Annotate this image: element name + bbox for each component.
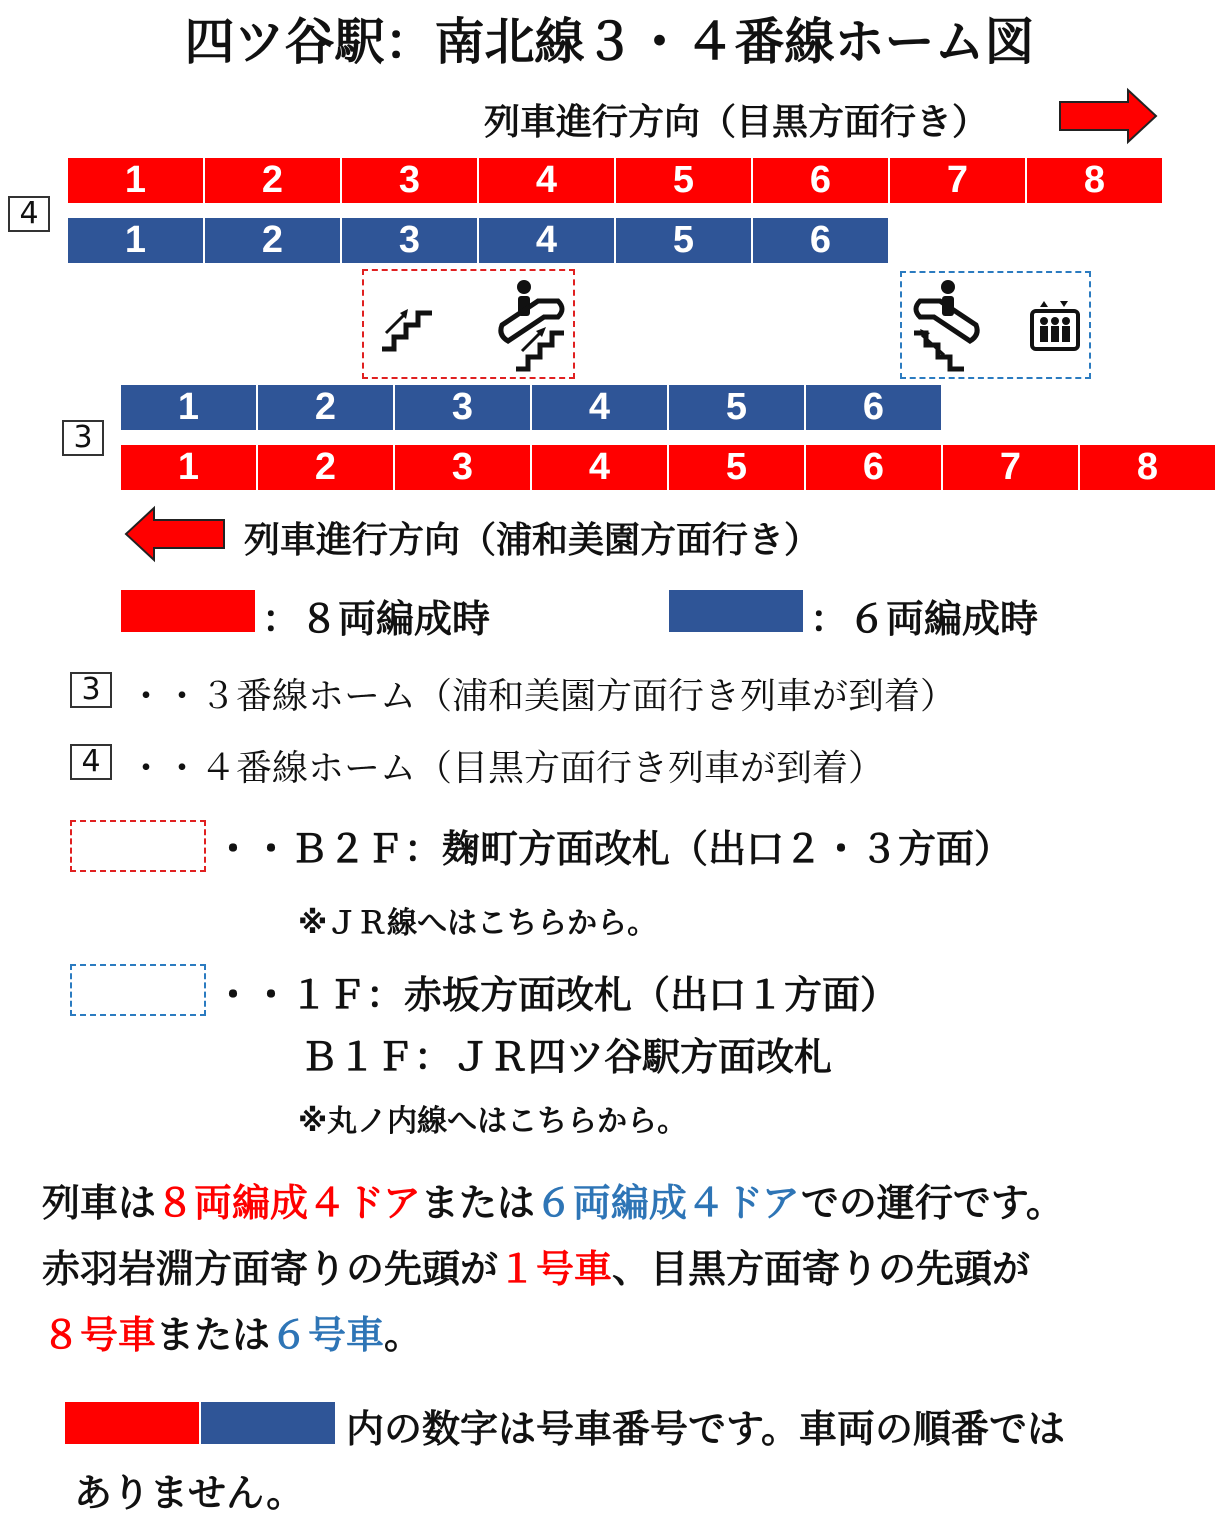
info-text: での運行です。 [800,1181,1064,1225]
stairs-up-icon [378,299,436,353]
platform-3-note-label: 3 [70,672,112,708]
car-5: 5 [616,218,751,263]
info-highlight-red: １号車 [498,1247,613,1291]
info-line-2 [42,1238,1030,1293]
car-6: 6 [806,385,941,430]
direction-label-top: 列車進行方向（目黒方面行き） [484,102,989,143]
arrow-right-icon [1058,88,1158,144]
info-line-3 [42,1304,422,1359]
info-line-1 [42,1172,1064,1227]
car-3: 3 [395,445,530,490]
info-text: または [420,1181,535,1225]
car-3: 3 [342,218,477,263]
car-2: 2 [258,385,393,430]
exit-note-jr-yotsuya: Ｂ１Ｆ：ＪＲ四ツ谷駅方面改札 [300,1035,833,1079]
platform-4-note-label: 4 [70,744,112,780]
platform-4-note: ・・４番線ホーム（目黒方面行き列車が到着） [128,748,885,789]
platform-4-label: 4 [8,196,50,232]
legend-label-red: ：８両編成時 [262,597,491,641]
info-text: 赤羽岩淵方面寄りの先頭が [42,1247,499,1291]
car-2: 2 [205,158,340,203]
legend-label-blue: ：６両編成時 [810,597,1039,641]
platform-3-label: 3 [62,420,104,456]
info-highlight-blue: ６号車 [270,1313,385,1357]
car-1: 1 [68,158,203,203]
car-6: 6 [753,158,888,203]
1f-b1f-akasaka-facility-box [900,271,1091,379]
car-2: 2 [258,445,393,490]
footer-note-line-2: ありません。 [74,1471,305,1515]
car-7: 7 [890,158,1025,203]
car-5: 5 [669,445,804,490]
legend-dashed-blue [70,964,206,1016]
car-5: 5 [616,158,751,203]
car-6: 6 [806,445,941,490]
elevator-icon [1030,299,1080,351]
platform-3-red-train [121,445,1217,490]
page-title: 四ツ谷駅：南北線３・４番線ホーム図 [184,13,1035,71]
car-4: 4 [479,218,614,263]
footer-swatch-red [65,1402,199,1444]
escalator-up-icon-2 [908,279,980,371]
exit-note-akasaka: ・・１Ｆ：赤坂方面改札（出口１方面） [214,973,899,1017]
car-2: 2 [205,218,340,263]
car-5: 5 [669,385,804,430]
platform-3-note: ・・３番線ホーム（浦和美園方面行き列車が到着） [128,676,957,717]
platform-4-blue-train [68,218,890,263]
car-4: 4 [479,158,614,203]
info-highlight-blue: ６両編成４ドア [534,1181,801,1225]
car-1: 1 [121,385,256,430]
legend-dashed-red [70,820,206,872]
footer-swatch-blue [201,1402,335,1444]
info-highlight-red: ８両編成４ドア [156,1181,421,1225]
exit-note-kojimachi: ・・Ｂ２Ｆ：麹町方面改札（出口２・３方面） [214,827,1013,871]
info-text: または [156,1313,271,1357]
car-4: 4 [532,385,667,430]
arrow-left-icon [124,506,228,562]
car-8: 8 [1080,445,1215,490]
escalator-up-icon [498,279,570,371]
platform-3-blue-train [121,385,943,430]
car-1: 1 [68,218,203,263]
exit-note-kojimachi-sub: ※ＪＲ線へはこちらから。 [298,906,658,941]
car-1: 1 [121,445,256,490]
platform-4-red-train [68,158,1164,203]
direction-label-bottom: 列車進行方向（浦和美園方面行き） [244,520,821,561]
info-text: 、目黒方面寄りの先頭が [612,1247,1031,1291]
car-3: 3 [342,158,477,203]
exit-note-akasaka-sub: ※丸ノ内線へはこちらから。 [298,1104,688,1139]
car-3: 3 [395,385,530,430]
legend-swatch-blue [669,590,803,632]
b2f-kojimachi-facility-box [362,269,575,379]
car-6: 6 [753,218,888,263]
footer-note-line-1: 内の数字は号車番号です。車両の順番では [346,1407,1065,1451]
legend-swatch-red [121,590,255,632]
info-text: 列車は [42,1181,157,1225]
car-4: 4 [532,445,667,490]
car-8: 8 [1027,158,1162,203]
car-7: 7 [943,445,1078,490]
info-text: 。 [384,1313,423,1357]
info-highlight-red: ８号車 [42,1313,157,1357]
